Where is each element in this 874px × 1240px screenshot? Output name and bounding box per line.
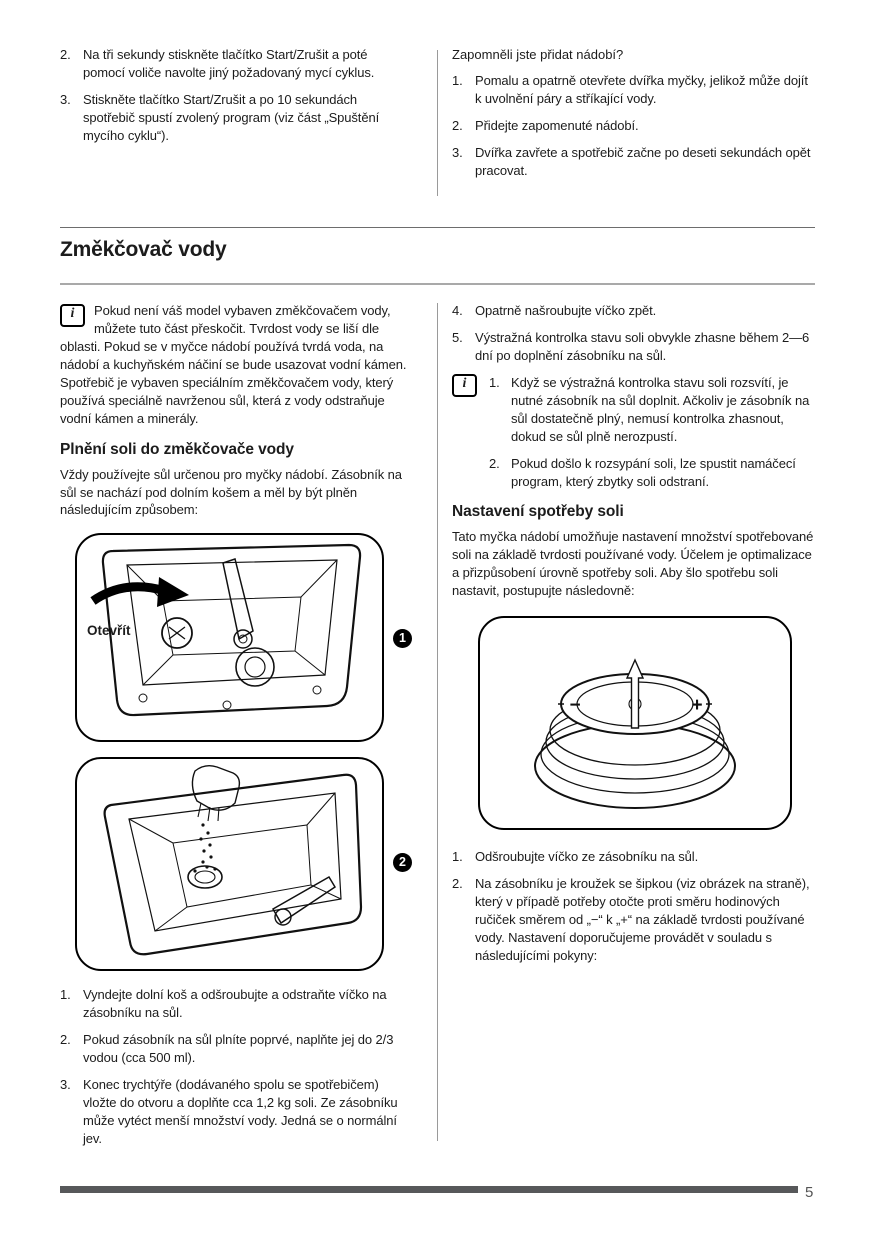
item-number: 2.: [452, 117, 463, 133]
list-item: [60, 91, 412, 145]
minus-mark: −: [569, 695, 581, 717]
salt-adjust-steps: [452, 848, 816, 965]
info-icon: i: [60, 304, 85, 327]
list-item: [60, 1076, 412, 1148]
item-text: Odšroubujte víčko ze zásobníku na sůl.: [475, 849, 699, 865]
footer-bar: [60, 1186, 798, 1193]
figure-2-badge: 2: [393, 853, 412, 872]
figure-1-wrap: [60, 533, 412, 742]
item-number: 1.: [452, 72, 463, 88]
open-label: Otevřít: [87, 623, 131, 639]
salt-indicator-note: [452, 374, 816, 491]
item-number: 1.: [452, 849, 463, 865]
forgot-dishes-section: [452, 46, 816, 189]
softener-intro-text: Pokud není váš model vybaven změkčovačem vody, můžete tuto část přeskočit. Tvrdost vody se liší dle oblasti. Pokud se v myčce nádobí používá tvrdá voda, na nádobí a kuchyňském náčiní se bude usazovat vodní kámen. Spotřebič je vybaven speciálním změkčovačem vody, který používá speciálně navrženou sůl, která z vody odstraňuje vodní kámen a minerály.: [60, 303, 407, 426]
salt-cap-illustration: [480, 618, 790, 828]
item-text: Vyndejte dolní koš a odšroubujte a odstraňte víčko na zásobníku na sůl.: [83, 987, 387, 1021]
item-number: 2.: [489, 455, 500, 471]
softener-info-note: [60, 302, 412, 428]
item-number: 3.: [60, 1077, 71, 1093]
figure-2-wrap: [60, 757, 412, 971]
page-number: 5: [805, 1184, 814, 1201]
item-number: 4.: [452, 303, 463, 318]
right-column: [452, 302, 816, 974]
salt-consumption-intro: Tato myčka nádobí umožňuje nastavení množství spotřebované soli na základě tvrdosti používané vody. Účelem je optimalizace a přizpůsobení úrovně spotřeby soli. Aby šlo spotřebu soli nastavit, postupujte následovně:: [452, 529, 814, 599]
item-text: Opatrně našroubujte víčko zpět.: [475, 303, 657, 318]
figure-salt-cap-adjustment: [478, 616, 792, 830]
item-text: Dvířka zavřete a spotřebič začne po deseti sekundách opět pracovat.: [475, 144, 811, 178]
salt-filling-intro: Vždy používejte sůl určenou pro myčky nádobí. Zásobník na sůl se nachází pod dolním košem a měl by být plněn následujícím způsobem:: [60, 466, 402, 518]
column-divider-top: [437, 50, 438, 196]
item-text: Pomalu a opatrně otevřete dvířka myčky, jelikož může dojít k uvolnění páry a stříkající vody.: [475, 72, 808, 106]
item-text: Výstražná kontrolka stavu soli obvykle zhasne během 2—6 dní po doplnění zásobníku na sůl.: [475, 329, 810, 363]
item-number: 3.: [452, 144, 463, 160]
list-item: [452, 117, 816, 135]
figure-salt-compartment-open: [75, 533, 384, 742]
left-column: [60, 302, 412, 1157]
salt-filling-subheading: Plnění soli do změkčovače vody: [60, 440, 294, 458]
salt-consumption-subheading: Nastavení spotřeby soli: [452, 503, 624, 521]
item-text: Stiskněte tlačítko Start/Zrušit a po 10 sekundách spotřebič spustí zvolený program (viz část „Spuštění mycího cyklu“).: [83, 91, 380, 143]
item-number: 2.: [452, 876, 463, 892]
item-number: 2.: [60, 47, 71, 62]
item-number: 2.: [60, 1032, 71, 1048]
info-icon: i: [452, 374, 477, 397]
item-text: Konec trychtýře (dodávaného spolu se spotřebičem) vložte do otvoru a doplňte cca 1,2 kg soli. Ze zásobníku může vytéct menší množství vody. Jedná se o normální jev.: [83, 1077, 398, 1146]
list-item: [489, 374, 816, 446]
item-number: 3.: [60, 91, 71, 107]
forgot-dishes-heading: Zapomněli jste přidat nádobí?: [452, 47, 624, 62]
plus-mark: +: [691, 695, 703, 717]
item-text: Na tři sekundy stiskněte tlačítko Start/Zrušit a poté pomocí voliče navolte jiný požadovaný mycí cyklus.: [83, 47, 375, 80]
list-item: [489, 455, 816, 491]
list-item: [60, 46, 412, 82]
continued-steps-list: [60, 46, 412, 154]
info-note-list: [489, 374, 816, 491]
item-text: Pokud zásobník na sůl plníte poprvé, naplňte jej do 2/3 vodou (cca 500 ml).: [83, 1032, 394, 1066]
salt-filling-steps: [60, 986, 412, 1148]
figure-1-badge: 1: [393, 629, 412, 648]
item-text: Na zásobníku je kroužek se šipkou (viz obrázek na straně), který v případě potřeby otočte proti směru hodinových ručiček směrem od „−“ k „+“ na základě tvrdosti používané vody. Nastavení doporučujeme provádět v souladu s následujícími pokyny:: [475, 876, 810, 963]
list-item: [452, 329, 816, 365]
item-number: 1.: [489, 374, 500, 390]
list-item: [60, 986, 412, 1022]
item-number: 1.: [60, 987, 71, 1003]
figure-3-wrap: [478, 616, 788, 830]
section-rule-bottom: [60, 283, 815, 285]
figure-salt-pouring: [75, 757, 384, 971]
section-title: Změkčovač vody: [60, 238, 227, 261]
list-item: [452, 875, 816, 965]
list-item: [452, 302, 816, 320]
list-item: [452, 72, 816, 108]
salt-pouring-illustration: [77, 759, 382, 969]
list-item: [452, 144, 816, 180]
item-number: 5.: [452, 329, 463, 345]
item-text: Pokud došlo k rozsypání soli, lze spustit namáčecí program, který zbytky soli odstraní.: [511, 455, 796, 489]
section-rule-top: [60, 227, 815, 228]
column-divider-main: [437, 303, 438, 1141]
item-text: Přidejte zapomenuté nádobí.: [475, 117, 639, 133]
list-item: [60, 1031, 412, 1067]
list-item: [452, 848, 816, 866]
item-text: Když se výstražná kontrolka stavu soli rozsvítí, je nutné zásobník na sůl doplnit. Ačkoliv je zásobník na sůl dostatečně plný, nemusí kontrolka zhasnout, dokud se sůl plně nerozpustí.: [511, 374, 810, 444]
